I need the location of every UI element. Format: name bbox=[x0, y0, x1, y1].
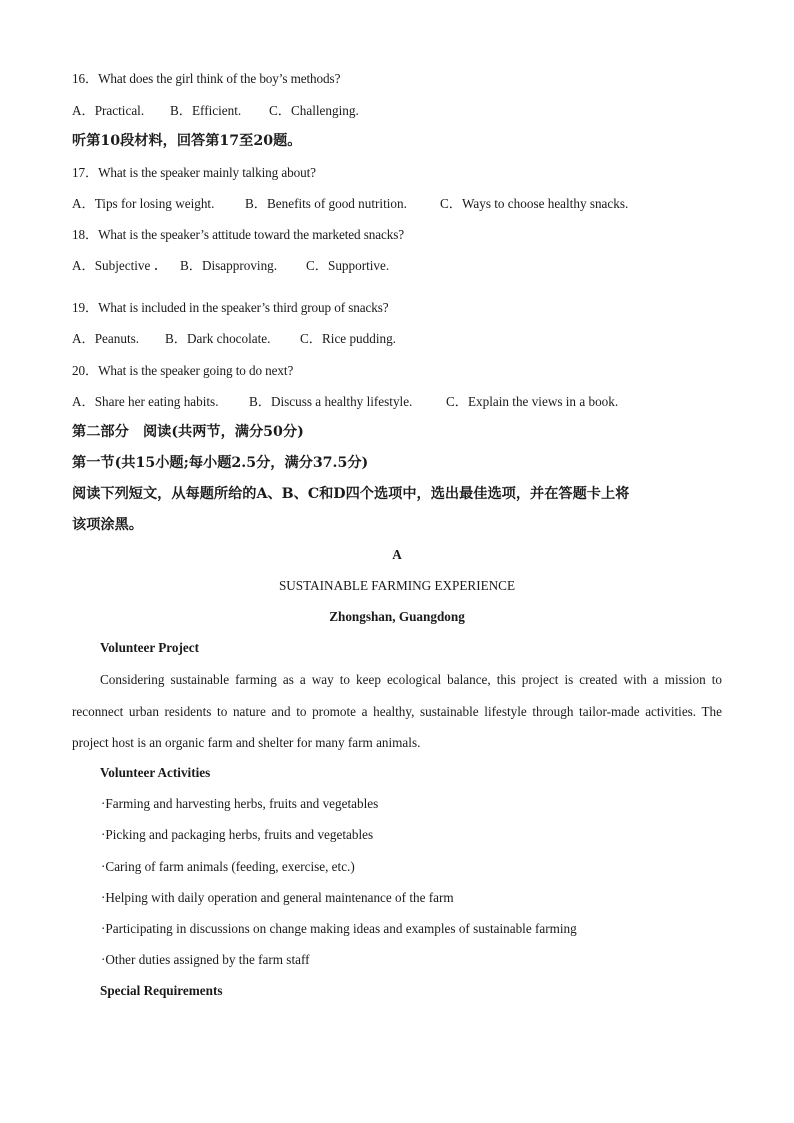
option-b: B．Disapproving. bbox=[180, 258, 278, 273]
option-b: B．Discuss a healthy lifestyle. bbox=[249, 394, 413, 409]
activity-item: ·Picking and packaging herbs, fruits and vegetables bbox=[101, 827, 374, 842]
passage-title: SUSTAINABLE FARMING EXPERIENCE bbox=[278, 578, 516, 593]
option-c: C．Ways to choose healthy snacks. bbox=[440, 196, 629, 211]
part-2-heading: 第二部分 阅读(共两节，满分50分) bbox=[72, 424, 304, 440]
option-a: A．Share her eating habits. bbox=[72, 394, 219, 409]
option-b: B．Dark chocolate. bbox=[165, 331, 271, 346]
option-c: C．Rice pudding. bbox=[300, 331, 396, 346]
option-c: C．Supportive. bbox=[306, 258, 390, 273]
activity-item: ·Farming and harvesting herbs, fruits and vegetables bbox=[101, 796, 379, 811]
option-a: A．Subjective bbox=[72, 258, 151, 273]
option-c: C．Explain the views in a book. bbox=[446, 394, 619, 409]
activity-item: ·Participating in discussions on change making ideas and examples of sustainable farming bbox=[101, 921, 577, 936]
passage-location: Zhongshan, Guangdong bbox=[329, 609, 465, 624]
question-17-stem: 17．What is the speaker mainly talking about? bbox=[72, 165, 316, 180]
section-1-heading: 第一节(共15小题;每小题2.5分，满分37.5分) bbox=[72, 455, 369, 471]
question-18-stem: 18．What is the speaker’s attitude toward the marketed snacks? bbox=[72, 227, 405, 242]
option-c: C．Challenging. bbox=[269, 103, 359, 118]
instructions-line-1: 阅读下列短文，从每题所给的A、B、C和D四个选项中，选出最佳选项，并在答题卡上将 bbox=[72, 486, 630, 502]
stray-dot bbox=[155, 268, 157, 270]
question-19-options bbox=[72, 328, 396, 347]
question-20-stem: 20．What is the speaker going to do next? bbox=[72, 363, 294, 378]
question-18-options bbox=[72, 255, 389, 274]
option-b: B．Benefits of good nutrition. bbox=[245, 196, 407, 211]
special-requirements-heading: Special Requirements bbox=[100, 983, 223, 998]
activity-item: ·Caring of farm animals (feeding, exercise, etc.) bbox=[101, 859, 355, 874]
option-a: A．Peanuts. bbox=[72, 331, 140, 346]
option-a: A．Tips for losing weight. bbox=[72, 196, 215, 211]
section-10-heading: 听第10段材料，回答第17至20题。 bbox=[72, 133, 302, 149]
question-19-stem: 19．What is included in the speaker’s third group of snacks? bbox=[72, 300, 389, 315]
option-b: B．Efficient. bbox=[170, 103, 242, 118]
passage-letter: A bbox=[392, 547, 402, 562]
activity-item: ·Helping with daily operation and general maintenance of the farm bbox=[101, 890, 454, 905]
question-20-options bbox=[72, 391, 618, 410]
activity-item: ·Other duties assigned by the farm staff bbox=[101, 952, 310, 967]
question-16-options bbox=[72, 100, 359, 119]
question-17-options bbox=[72, 193, 628, 212]
volunteer-activities-heading: Volunteer Activities bbox=[100, 765, 211, 780]
option-a: A．Practical. bbox=[72, 103, 145, 118]
volunteer-project-heading: Volunteer Project bbox=[100, 640, 200, 655]
volunteer-project-paragraph: Considering sustainable farming as a way to keep ecological balance, this project is created with a mission to reconnect urban residents to nature and to promote a healthy, sustainable lifestyle through tailor-made activities. The project host is an organic farm and shelter for many farm animals. bbox=[72, 672, 722, 750]
question-16-stem: 16．What does the girl think of the boy’s methods? bbox=[72, 71, 341, 86]
instructions-line-2: 该项涂黑。 bbox=[72, 517, 143, 533]
